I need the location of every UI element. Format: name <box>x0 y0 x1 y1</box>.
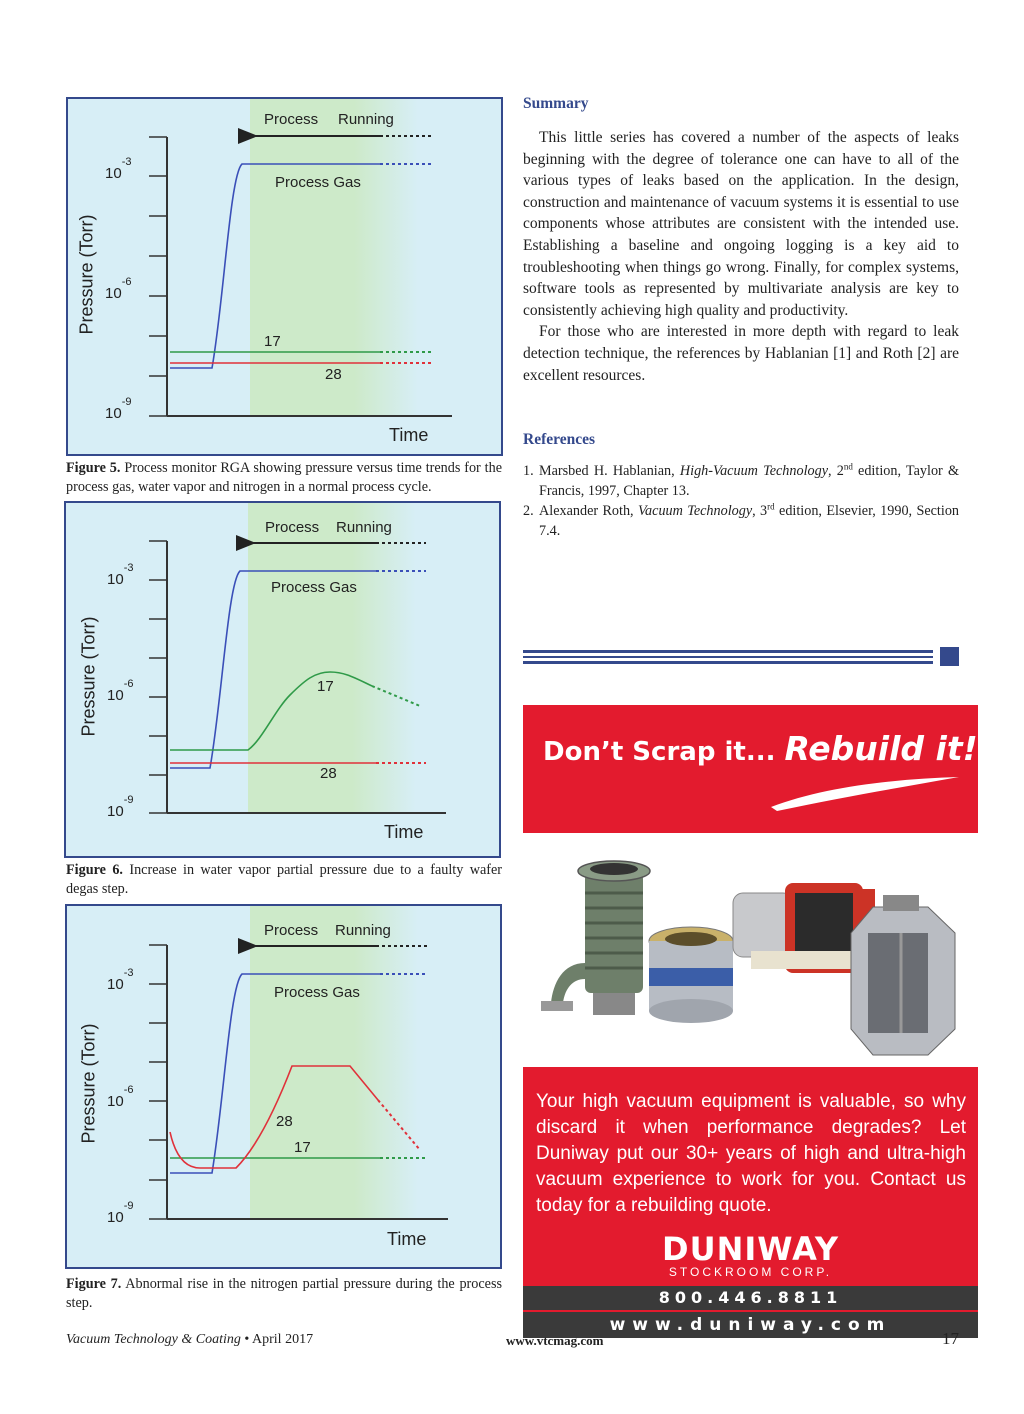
caption-number: Figure 6. <box>66 862 123 878</box>
end-square <box>940 647 959 666</box>
tick-low: $10^{-9}$ <box>107 1200 134 1226</box>
ad-headline: Don’t Scrap it... Rebuild it! <box>543 729 978 768</box>
summary-body <box>523 127 959 386</box>
y-axis-label: Pressure (Torr) <box>78 616 99 737</box>
running-label: Running <box>336 519 392 536</box>
references-list <box>523 462 959 542</box>
y-axis-label: Pressure (Torr) <box>76 214 97 335</box>
process-region <box>250 906 418 1219</box>
footer-website[interactable]: www.vtcmag.com <box>506 1333 604 1348</box>
x-axis-label: Time <box>387 1229 427 1249</box>
duniway-logo-subtitle: STOCKROOM CORP. <box>668 1265 833 1279</box>
process-label: Process <box>264 922 319 939</box>
ad-body-copy: Your high vacuum equipment is valuable, so why discard it when performance degrades? Let Duniway put our 30+ years of high and ultra-high vacuum experience to work for you. Contact us today for a rebuilding quote. <box>536 1091 966 1216</box>
trace-a-label: 28 <box>276 1113 293 1130</box>
caption-text: Increase in water vapor partial pressure due to a faulty wafer degas step. <box>66 862 503 897</box>
x-axis-label: Time <box>384 822 424 842</box>
figure-7-caption <box>66 1275 502 1313</box>
process-gas-label: Process Gas <box>275 174 361 191</box>
duniway-logo: DUNIWAY <box>662 1230 839 1268</box>
references-heading: References <box>523 431 596 448</box>
duniway-advertisement[interactable] <box>523 705 978 1338</box>
caption-text: Process monitor RGA showing pressure versus time trends for the process gas, water vapor and nitrogen in a normal process cycle. <box>66 460 502 495</box>
trace-b-label: 17 <box>294 1139 311 1156</box>
figure-5 <box>67 98 502 455</box>
footer-publication: Vacuum Technology & Coating • April 2017 <box>66 1332 314 1347</box>
reference-item: 1. Marsbed H. Hablanian, High-Vacuum Technology, 2nd edition, Taylor & Francis, 1997, Chapter 13. <box>523 461 959 499</box>
process-gas-label: Process Gas <box>271 579 357 596</box>
trace-a-label: 17 <box>264 333 281 350</box>
ad-website-link[interactable]: www.duniway.com <box>523 1312 978 1338</box>
trace-a-label: 17 <box>317 678 334 695</box>
figure-6-caption <box>66 861 502 899</box>
reference-title: Vacuum Technology <box>637 503 753 519</box>
running-label: Running <box>338 111 394 128</box>
reference-item: 2. Alexander Roth, Vacuum Technology, 3rd edition, Elsevier, 1990, Section 7.4. <box>523 501 960 539</box>
caption-text: Abnormal rise in the nitrogen partial pressure during the process step. <box>66 1276 503 1311</box>
process-label: Process <box>264 111 319 128</box>
trace-b-label: 28 <box>325 366 342 383</box>
ad-phone-number[interactable]: 800.446.8811 <box>523 1286 978 1310</box>
process-gas-label: Process Gas <box>274 984 360 1001</box>
process-label: Process <box>265 519 320 536</box>
figure-5-caption <box>66 459 502 497</box>
summary-heading: Summary <box>523 95 589 112</box>
summary-paragraph-1: This little series has covered a number of the aspects of leaks beginning with the degree of tolerance one can have to all of the various types of leaks based on the application. In the design, construction and maintenance of vacuum systems it is essential to use components whose attributes are consistent with the intended use. Establishing a baseline and ongoing logging is a key aid to troubleshooting when things go wrong. Finally, for complex systems, software tools as represented by multivariate analysis are key to consistently achieving high quality and productivity. <box>523 129 959 319</box>
x-axis-label: Time <box>389 425 429 445</box>
ad-product-photo <box>523 833 978 1067</box>
tick-low: $10^{-9}$ <box>105 396 132 422</box>
tick-mid: $10^{-6}$ <box>107 1084 134 1110</box>
running-label: Running <box>335 922 391 939</box>
tick-high: $10^{-3}$ <box>105 156 132 182</box>
tick-low: $10^{-9}$ <box>107 794 134 820</box>
swoosh-graphic <box>763 773 963 813</box>
page-number: 17 <box>942 1329 959 1348</box>
vacuum-pumps-illustration <box>523 833 978 1067</box>
tick-high: $10^{-3}$ <box>107 562 134 588</box>
tick-high: $10^{-3}$ <box>107 967 134 993</box>
tick-mid: $10^{-6}$ <box>107 678 134 704</box>
y-axis-label: Pressure (Torr) <box>78 1023 99 1144</box>
caption-number: Figure 5. <box>66 460 121 476</box>
trace-b-label: 28 <box>320 765 337 782</box>
reference-title: High-Vacuum Technology <box>679 463 828 479</box>
caption-number: Figure 7. <box>66 1276 122 1292</box>
tick-mid: $10^{-6}$ <box>105 276 132 302</box>
summary-paragraph-2: For those who are interested in more depth with regard to leak detection technique, the references by Hablanian [1] and Roth [2] are excellent resources. <box>523 323 959 384</box>
